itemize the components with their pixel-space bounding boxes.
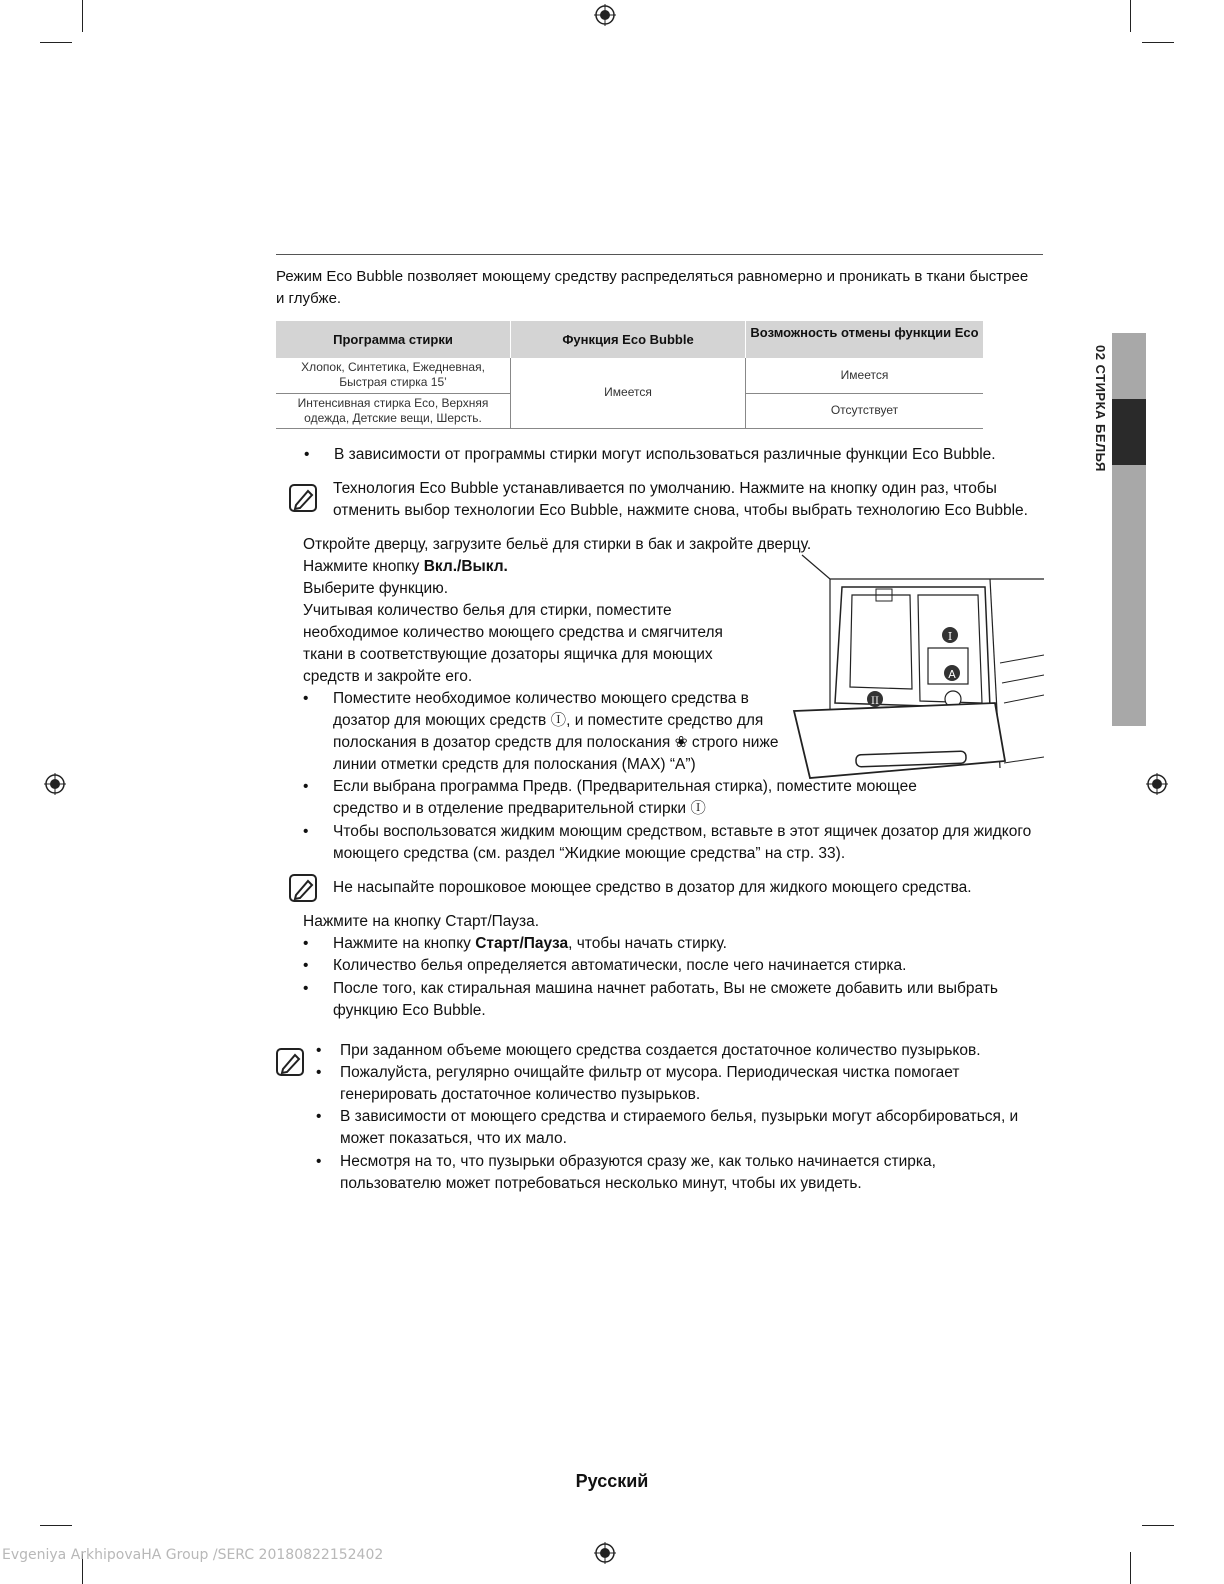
bullet-icon: • xyxy=(303,690,309,707)
table-cell: Интенсивная стирка Eco, Верхняя одежда, Детские вещи, Шерсть. xyxy=(276,393,511,428)
list-item-text: После того, как стиральная машина начнет работать, Вы не сможете добавить или выбрать функцию Eco Bubble. xyxy=(333,980,999,1019)
list-item xyxy=(316,1151,1020,1195)
bullet-icon: • xyxy=(303,935,309,952)
note-icon xyxy=(288,873,318,903)
start-pause-label: Старт/Пауза xyxy=(475,935,569,952)
power-button-label: Вкл./Выкл. xyxy=(423,558,508,575)
note-icon xyxy=(275,1047,305,1077)
table-cell: Имеется xyxy=(746,358,984,393)
section-tab-marker xyxy=(1112,399,1146,465)
table-cell: Хлопок, Синтетика, Ежедневная, Быстрая стирка 15’ xyxy=(276,358,511,393)
bullet-icon: • xyxy=(316,1153,322,1170)
note-text: Не насыпайте порошковое моющее средство в дозатор для жидкого моющего средства. xyxy=(333,879,972,896)
max-line-A-label: A xyxy=(948,668,956,681)
bullet-icon: • xyxy=(304,446,310,463)
detergent-drawer-illustration xyxy=(790,553,1044,783)
step-2-text: Нажмите кнопку xyxy=(303,558,424,575)
step-3: Выберите функцию. xyxy=(303,580,449,597)
bullet-icon: • xyxy=(303,778,309,795)
list-item-text: В зависимости от моющего средства и стираемого белья, пузырьки могут абсорбироваться, и может показаться, что их мало. xyxy=(340,1108,1019,1147)
list-item xyxy=(303,688,783,776)
note-text: Технология Eco Bubble устанавливается по умолчанию. Нажмите на кнопку один раз, чтобы отменить выбор технологии Eco Bubble, нажмите снова, чтобы выбрать технологию Eco Bubble. xyxy=(333,480,1028,519)
note-icon xyxy=(288,483,318,513)
step-2 xyxy=(303,556,783,578)
list-item-text: Количество белья определяется автоматически, после чего начинается стирка. xyxy=(333,957,907,974)
registration-mark-icon xyxy=(1146,773,1168,795)
table-header: Функция Eco Bubble xyxy=(511,321,746,358)
compartment-II-label: II xyxy=(871,696,879,707)
eco-bubble-table xyxy=(276,321,983,429)
crop-mark xyxy=(1142,1525,1174,1526)
table-header: Возможность отмены функции Eco xyxy=(746,321,984,358)
page-footer-language: Русский xyxy=(575,1471,649,1491)
list-item-text: , чтобы начать стирку. xyxy=(568,935,727,952)
section-tab-label: 02 СТИРКА БЕЛЬЯ xyxy=(1093,345,1108,472)
list-item xyxy=(303,978,1023,1022)
registration-mark-icon xyxy=(44,773,66,795)
table-cell: Имеется xyxy=(511,358,746,428)
step-5: Нажмите на кнопку Старт/Пауза. xyxy=(303,913,539,930)
crop-mark xyxy=(1130,0,1131,32)
crop-mark xyxy=(1142,42,1174,43)
crop-mark xyxy=(82,0,83,32)
print-stamp: Evgeniya ArkhipovaHA Group /SERC 20180822152402 xyxy=(2,1547,384,1563)
crop-mark xyxy=(40,42,72,43)
bullet-icon: • xyxy=(316,1042,322,1059)
step-1: Откройте дверцу, загрузите бельё для стирки в бак и закройте дверцу. xyxy=(303,536,812,553)
bullet-icon: • xyxy=(303,980,309,997)
bullet-icon: • xyxy=(316,1108,322,1125)
list-item xyxy=(303,955,1033,977)
intro-paragraph: Режим Eco Bubble позволяет моющему средству распределяться равномерно и проникать в ткани быстрее и глубже. xyxy=(276,268,1029,307)
compartment-I-label: I xyxy=(947,630,953,643)
list-item-text: Поместите необходимое количество моющего средства в дозатор для моющих средств Ⓘ, и поместите средство для полоскания в дозатор средств для полоскания ❀ строго ниже линии отметки средств для полоскания (MAX) “A”) xyxy=(333,690,779,773)
bullet-icon: • xyxy=(316,1064,322,1081)
list-item xyxy=(316,1106,1040,1150)
list-item xyxy=(303,821,1033,865)
list-item-text: В зависимости от программы стирки могут использоваться различные функции Eco Bubble. xyxy=(334,446,996,463)
list-item-text: Пожалуйста, регулярно очищайте фильтр от мусора. Периодическая чистка помогает генерировать достаточное количество пузырьков. xyxy=(340,1064,960,1103)
section-divider xyxy=(276,254,1043,255)
step-4: Учитывая количество белья для стирки, поместите необходимое количество моющего средства и смягчителя ткани в соответствующие дозаторы ящичка для моющих средств и закройте его. xyxy=(303,602,723,685)
list-item xyxy=(316,1062,1020,1106)
list-item-text: Чтобы воспользоватся жидким моющим средством, вставьте в этот ящичек дозатор для жидкого моющего средства (см. раздел “Жидкие моющие средства” на стр. 33). xyxy=(333,823,1032,862)
list-item xyxy=(316,1040,1040,1062)
registration-mark-icon xyxy=(594,1542,616,1564)
table-header: Программа стирки xyxy=(276,321,511,358)
crop-mark xyxy=(40,1525,72,1526)
list-item-text: Несмотря на то, что пузырьки образуются сразу же, как только начинается стирка, пользователю может потребоваться несколько минут, чтобы их увидеть. xyxy=(340,1153,936,1192)
bullet-icon: • xyxy=(303,957,309,974)
list-item xyxy=(304,444,1034,466)
crop-mark xyxy=(1130,1552,1131,1584)
list-item xyxy=(303,776,963,820)
registration-mark-icon xyxy=(594,4,616,26)
list-item xyxy=(303,933,1033,955)
list-item-text: При заданном объеме моющего средства создается достаточное количество пузырьков. xyxy=(340,1042,981,1059)
list-item-text: Если выбрана программа Предв. (Предварительная стирка), поместите моющее средство и в отделение предварительной стирки Ⓘ xyxy=(333,778,917,817)
list-item-text: Нажмите на кнопку xyxy=(333,935,476,952)
bullet-icon: • xyxy=(303,823,309,840)
table-cell: Отсутствует xyxy=(746,393,984,428)
